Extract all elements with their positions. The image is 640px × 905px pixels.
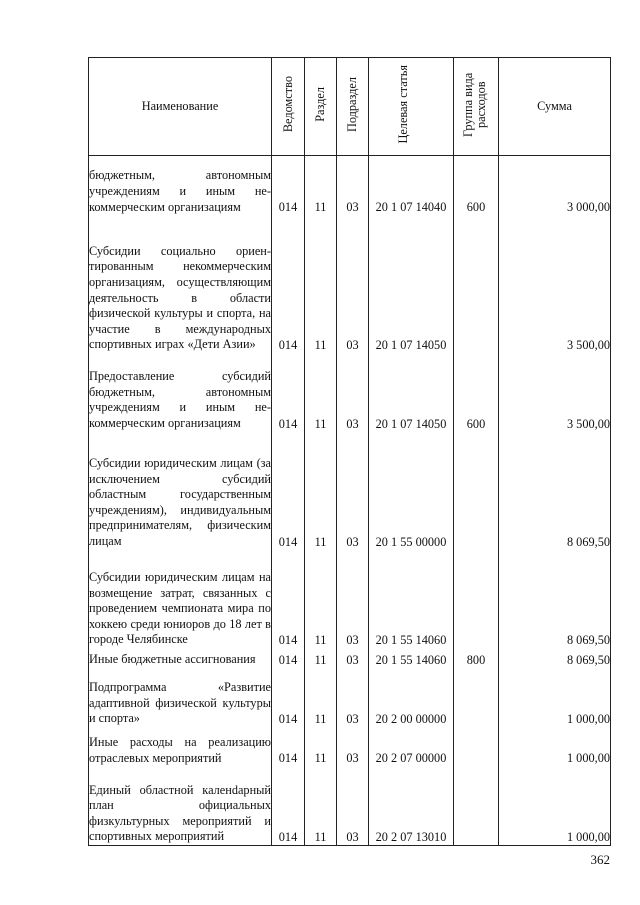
row-sum: 1 000,00 — [499, 668, 611, 727]
header-name: Наименование — [89, 58, 272, 156]
row-target: 20 2 00 00000 — [369, 668, 454, 727]
table-row — [89, 648, 611, 668]
row-subsection: 03 — [337, 766, 369, 845]
row-section: 11 — [305, 648, 337, 668]
table-row — [89, 550, 611, 648]
row-section: 11 — [305, 432, 337, 550]
row-dept: 014 — [272, 648, 305, 668]
row-sum: 1 000,00 — [499, 766, 611, 845]
row-exp-group — [454, 668, 499, 727]
header-exp-group: Группа вида расходов — [454, 58, 499, 156]
row-sum: 3 500,00 — [499, 215, 611, 353]
row-name: Предоставление субсидий бюджетным, автономным учреждениям и иным некоммерческим организациям — [89, 353, 272, 432]
row-name: Субсидии социально ориентированным некоммерческим организациям, осуществляющим деятельность в области физической культуры и спорта, на участие в международных спортивных играх «Дети Азии» — [89, 215, 272, 353]
row-dept: 014 — [272, 353, 305, 432]
table-row — [89, 215, 611, 353]
page-number: 362 — [590, 852, 610, 867]
row-dept: 014 — [272, 215, 305, 353]
row-dept: 014 — [272, 727, 305, 766]
row-target: 20 2 07 00000 — [369, 727, 454, 766]
row-sum: 3 500,00 — [499, 353, 611, 432]
row-dept: 014 — [272, 668, 305, 727]
table-body — [89, 156, 611, 846]
row-target: 20 2 07 13010 — [369, 766, 454, 845]
row-section: 11 — [305, 353, 337, 432]
header-sum: Сумма — [499, 58, 611, 156]
row-exp-group: 800 — [454, 648, 499, 668]
row-exp-group — [454, 432, 499, 550]
row-subsection: 03 — [337, 668, 369, 727]
table-row — [89, 668, 611, 727]
table-row — [89, 727, 611, 766]
row-target: 20 1 07 14040 — [369, 156, 454, 216]
row-exp-group: 600 — [454, 156, 499, 216]
row-target: 20 1 55 14060 — [369, 550, 454, 648]
row-sum: 8 069,50 — [499, 432, 611, 550]
row-dept: 014 — [272, 550, 305, 648]
row-name: Иные расходы на реализацию отраслевых мероприятий — [89, 727, 272, 766]
row-section: 11 — [305, 156, 337, 216]
row-name: Подпрограмма «Развитие адаптивной физической культуры и спорта» — [89, 668, 272, 727]
header-target: Целевая статья — [369, 58, 454, 156]
row-subsection: 03 — [337, 727, 369, 766]
row-target: 20 1 55 14060 — [369, 648, 454, 668]
row-sum: 8 069,50 — [499, 550, 611, 648]
row-dept: 014 — [272, 156, 305, 216]
row-dept: 014 — [272, 432, 305, 550]
budget-table — [88, 57, 611, 846]
table-row — [89, 766, 611, 845]
row-sum: 1 000,00 — [499, 727, 611, 766]
row-exp-group — [454, 550, 499, 648]
row-name: Субсидии юридическим лицам (за исключением субсидий областным государственным учреждениям), индивидуальным предпринимателям, физическим лицам — [89, 432, 272, 550]
row-section: 11 — [305, 727, 337, 766]
row-subsection: 03 — [337, 550, 369, 648]
row-exp-group: 600 — [454, 353, 499, 432]
row-name: Иные бюджетные ассигнования — [89, 648, 272, 668]
row-exp-group — [454, 727, 499, 766]
row-name: бюджетным, автономным учреждениям и иным некоммерческим организациям — [89, 156, 272, 216]
row-subsection: 03 — [337, 215, 369, 353]
table-header-row — [89, 58, 611, 156]
row-exp-group — [454, 766, 499, 845]
table-row — [89, 353, 611, 432]
row-target: 20 1 07 14050 — [369, 353, 454, 432]
table-row — [89, 432, 611, 550]
row-sum: 3 000,00 — [499, 156, 611, 216]
row-target: 20 1 55 00000 — [369, 432, 454, 550]
row-sum: 8 069,50 — [499, 648, 611, 668]
row-name: Субсидии юридическим лицам на возмещение затрат, связанных с проведением чемпионата мира по хоккею среди юниоров до 18 лет в городе Челябинске — [89, 550, 272, 648]
row-subsection: 03 — [337, 156, 369, 216]
row-section: 11 — [305, 550, 337, 648]
row-subsection: 03 — [337, 432, 369, 550]
row-subsection: 03 — [337, 648, 369, 668]
header-subsection: Подраздел — [337, 58, 369, 156]
row-dept: 014 — [272, 766, 305, 845]
row-section: 11 — [305, 668, 337, 727]
header-dept: Ведомство — [272, 58, 305, 156]
table-row — [89, 156, 611, 216]
row-target: 20 1 07 14050 — [369, 215, 454, 353]
header-section: Раздел — [305, 58, 337, 156]
row-subsection: 03 — [337, 353, 369, 432]
row-section: 11 — [305, 766, 337, 845]
row-exp-group — [454, 215, 499, 353]
row-name: Единый областной каленdарный план официальных физкультурных мероприятий и спортивных мероприятий — [89, 766, 272, 845]
row-section: 11 — [305, 215, 337, 353]
